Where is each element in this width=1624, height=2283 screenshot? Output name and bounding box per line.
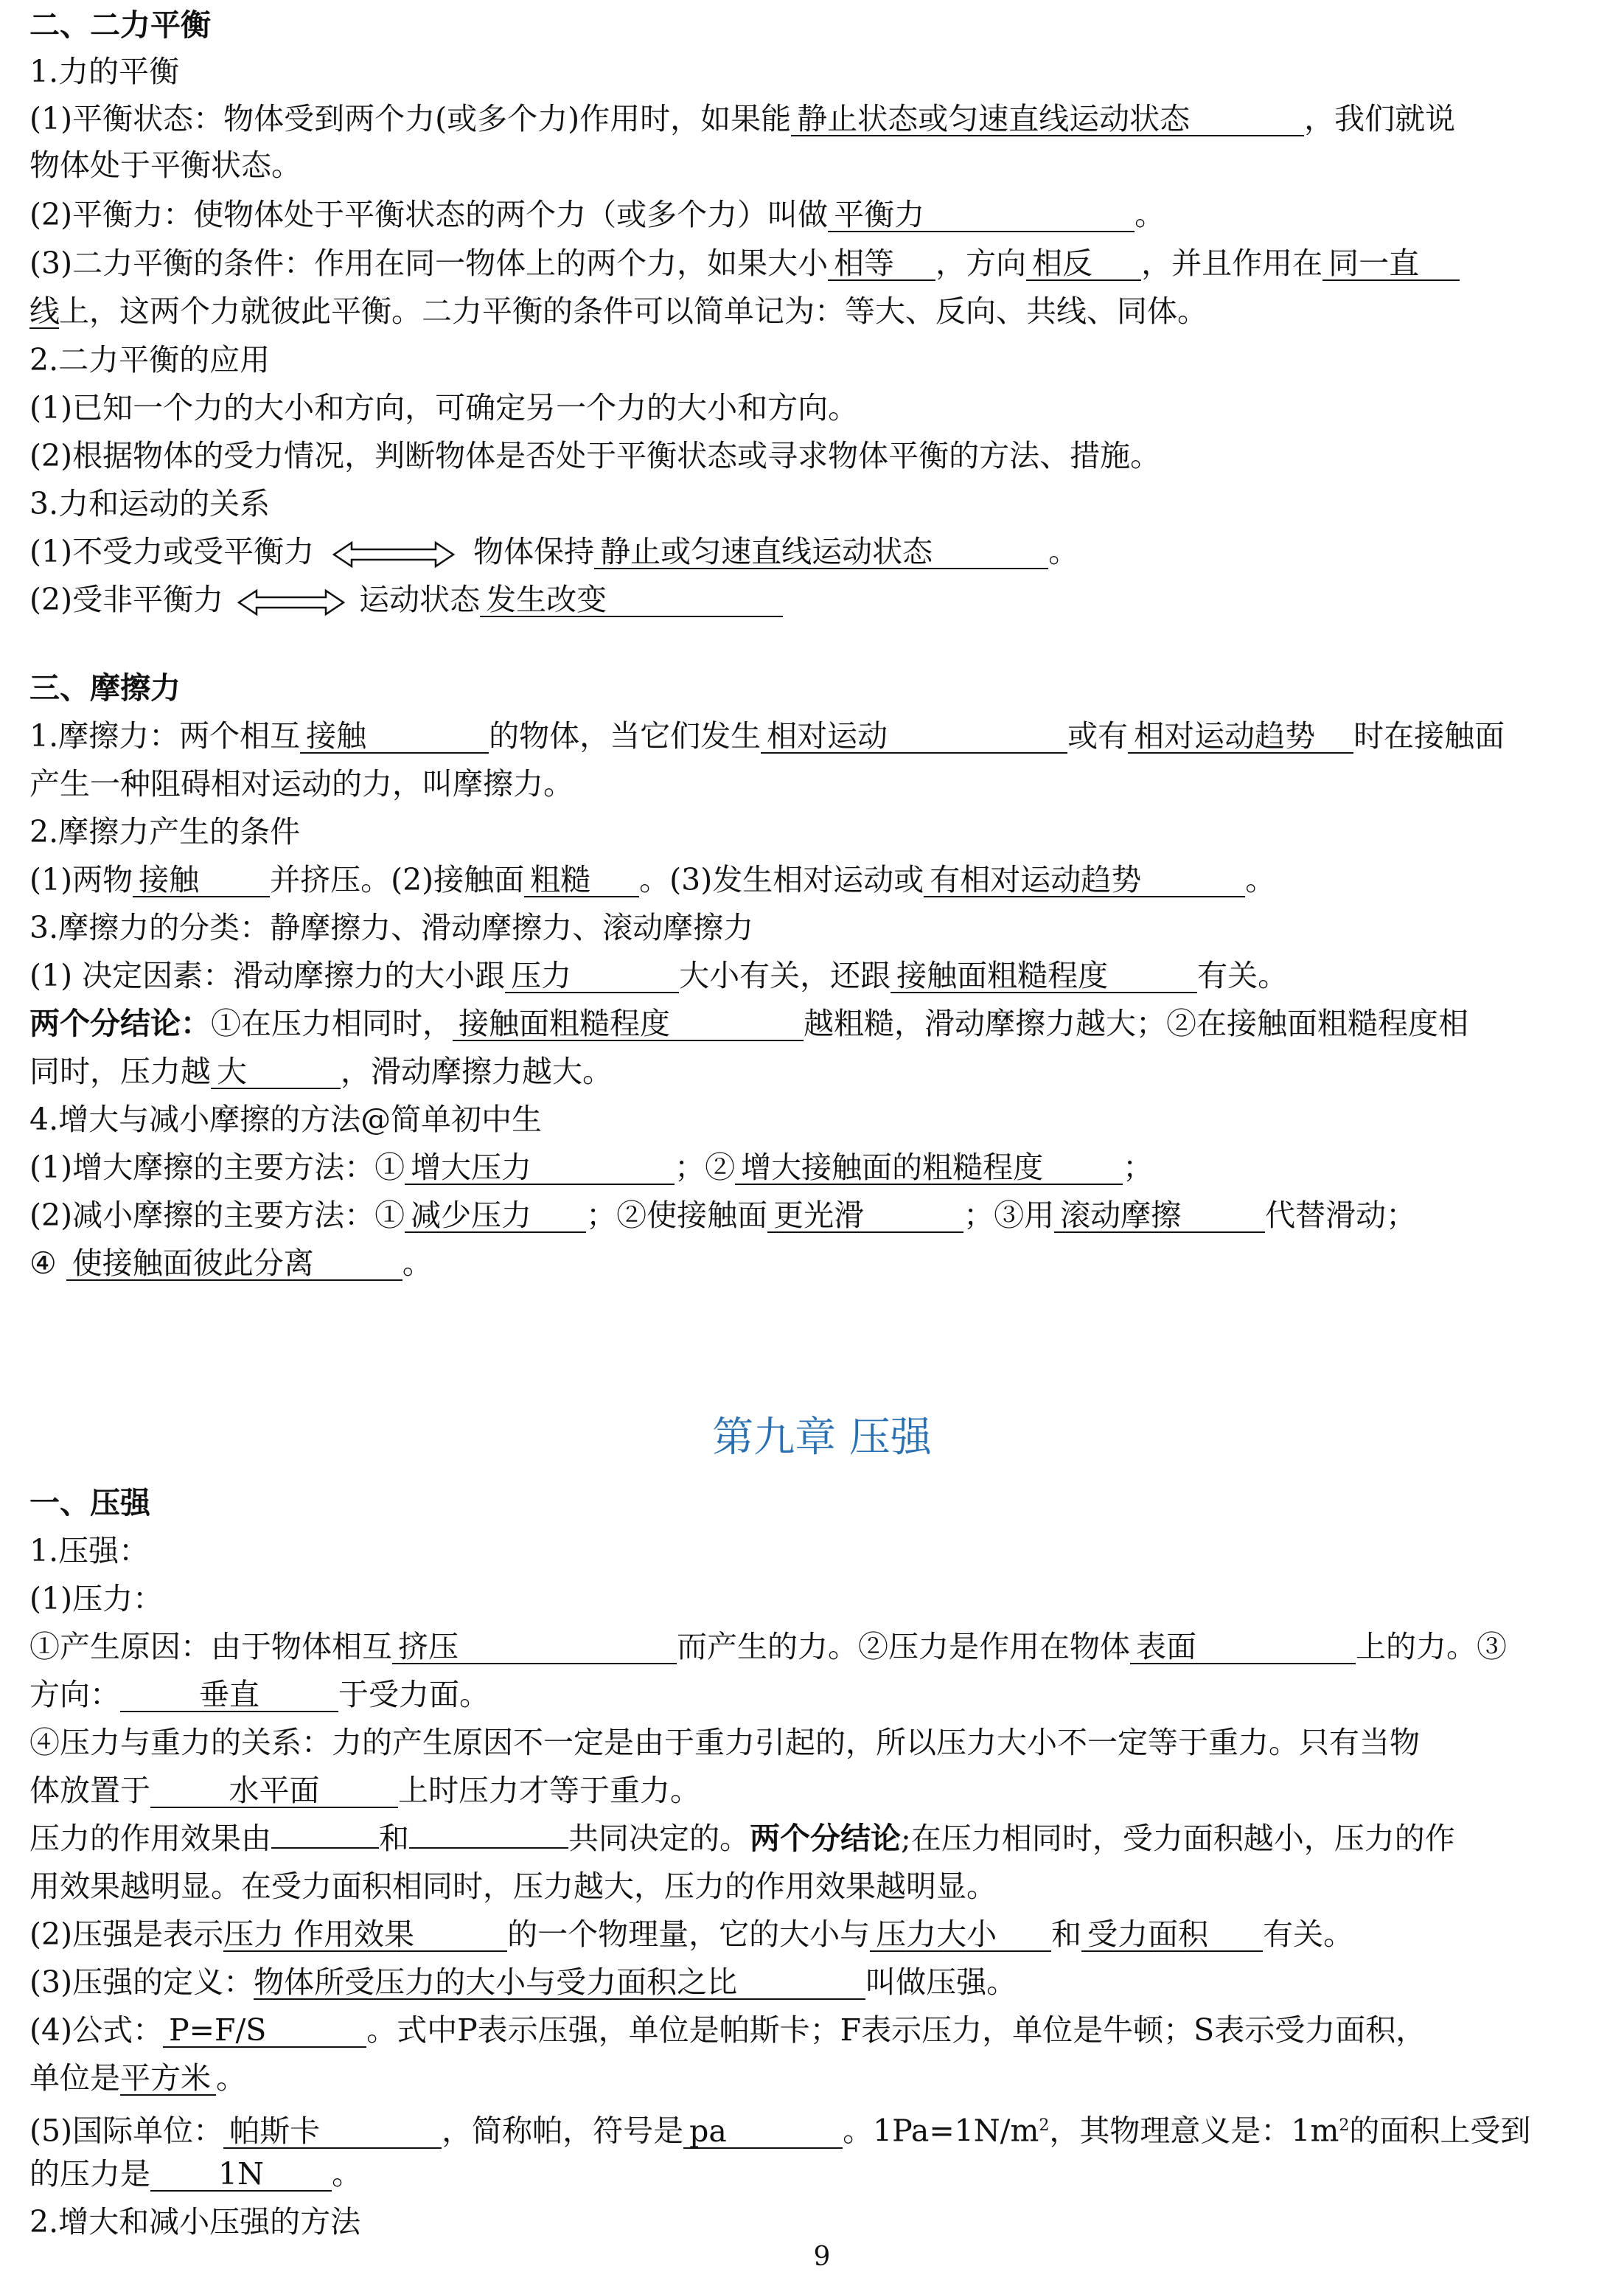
- text-line: [29, 1915, 1353, 1953]
- fill-blank: 挤压: [392, 1630, 677, 1664]
- text: 大小有关，还跟: [679, 958, 891, 993]
- text: 。1Pa=1N/m: [843, 2113, 1039, 2149]
- text: ；②使接触面: [586, 1198, 768, 1233]
- text: (1) 决定因素：滑动摩擦力的大小跟: [29, 958, 506, 993]
- text: ，我们就说: [1304, 101, 1456, 136]
- text-line: [29, 1963, 1017, 2001]
- fill-blank: 平方米: [120, 2062, 216, 2096]
- text: 单位是: [29, 2060, 120, 2096]
- text-line: [29, 2107, 1530, 2150]
- text-line: [29, 2059, 246, 2097]
- text: 。: [332, 2156, 362, 2192]
- text: 。: [402, 1245, 433, 1281]
- double-arrow-icon: [331, 540, 456, 569]
- fill-blank: 接触面粗糙程度: [453, 1007, 804, 1041]
- text-line: (1)已知一个力的大小和方向，可确定另一个力的大小和方向。: [29, 390, 859, 425]
- text: (1)增大摩擦的主要方法：①: [29, 1150, 405, 1185]
- section-heading-balance: 二、二力平衡: [29, 7, 211, 43]
- text: 同时，压力越: [29, 1054, 211, 1089]
- text: (2)平衡力：使物体处于平衡状态的两个力（或多个力）叫做: [29, 197, 829, 232]
- text: (2)减小摩擦的主要方法：①: [29, 1198, 405, 1233]
- text: (3)压强的定义：: [29, 1964, 254, 2000]
- fill-blank: 增大接触面的粗糙程度: [735, 1151, 1123, 1185]
- text-line: 产生一种阻碍相对运动的力，叫摩擦力。: [29, 766, 574, 802]
- text: 的压力是: [29, 2156, 150, 2192]
- text: 而产生的力。②压力是作用在物体: [677, 1629, 1130, 1664]
- fill-blank: 相反: [1026, 247, 1141, 281]
- text: 。: [1135, 197, 1165, 232]
- text-line: [29, 532, 1078, 571]
- fill-blank: 大: [211, 1055, 341, 1089]
- fill-blank: 平衡力: [828, 198, 1135, 232]
- text: (2)压强是表示: [29, 1917, 224, 1952]
- text: 上，这两个力就彼此平衡。二力平衡的条件可以简单记为：等大、反向、共线、同体。: [59, 293, 1207, 329]
- fill-blank: 粗糙: [524, 863, 639, 897]
- subheading: 3.力和运动的关系: [29, 486, 271, 521]
- section-heading-pressure: 一、压强: [29, 1485, 150, 1521]
- fill-blank: 相对运动趋势: [1128, 720, 1353, 754]
- fill-blank: 静止或匀速直线运动状态: [594, 535, 1048, 569]
- text: 运动状态: [359, 582, 481, 617]
- fill-blank: 物体所受压力的大小与受力面积之比: [254, 1966, 865, 2000]
- text: 1.摩擦力：两个相互: [29, 718, 301, 754]
- section-heading-friction: 三、摩擦力: [29, 670, 181, 706]
- text: ，方向: [935, 246, 1027, 281]
- text: 。: [216, 2060, 246, 2096]
- text: ；②: [675, 1150, 736, 1185]
- fill-blank: 相等: [828, 247, 935, 281]
- subheading: 3.摩擦力的分类：静摩擦力、滑动摩擦力、滚动摩擦力: [29, 910, 754, 945]
- text: ，滑动摩擦力越大。: [341, 1054, 613, 1089]
- text: 。式中P表示压强，单位是帕斯卡；F表示压力，单位是牛顿；S表示受力面积，: [366, 2012, 1426, 2048]
- text-line: [29, 2155, 362, 2193]
- fill-blank: 线: [29, 293, 60, 329]
- text-line: 物体处于平衡状态。: [29, 147, 302, 183]
- text-line: [29, 2011, 1426, 2049]
- text-line: [29, 1052, 613, 1091]
- text-line: (2)根据物体的受力情况，判断物体是否处于平衡状态或寻求物体平衡的方法、措施。: [29, 438, 1161, 473]
- fill-blank: 发生改变: [480, 583, 783, 617]
- fill-blank: 垂直: [120, 1678, 338, 1712]
- fill-blank: 压力大小: [870, 1918, 1051, 1952]
- text-line: [29, 1244, 433, 1282]
- text: 时在接触面: [1353, 718, 1505, 754]
- subheading: 4.增大与减小摩擦的方法@简单初中生: [29, 1102, 543, 1137]
- bold-label: 两个分结论: [750, 1821, 901, 1856]
- fill-blank: 压力: [505, 959, 679, 993]
- text-line: [29, 1771, 700, 1810]
- fill-blank: 减少压力: [405, 1199, 586, 1233]
- chapter-title: 第九章 压强: [712, 1414, 932, 1462]
- text-line: [29, 244, 1460, 282]
- fill-blank: 接触面粗糙程度: [891, 959, 1197, 993]
- fill-blank: [271, 1847, 379, 1849]
- text: 的物体，当它们发生: [489, 718, 762, 754]
- text: 共同决定的。: [568, 1821, 750, 1856]
- fill-blank: 受力面积: [1081, 1918, 1263, 1952]
- text: ④: [29, 1245, 66, 1281]
- fill-blank: 更光滑: [767, 1199, 963, 1233]
- text-line: [29, 717, 1505, 755]
- page-number: 9: [813, 2242, 831, 2272]
- text: (4)公式：: [29, 2012, 164, 2048]
- text: ，简称帕，符号是: [442, 2113, 684, 2149]
- text: ;在压力相同时，受力面积越小，压力的作: [901, 1821, 1455, 1856]
- text: 越粗糙，滑动摩擦力越大；②在接触面粗糙程度相: [804, 1006, 1468, 1041]
- text-line: [29, 195, 1165, 234]
- fill-blank: pa: [683, 2115, 843, 2149]
- text: 并挤压。(2)接触面: [270, 862, 525, 897]
- text: 和: [379, 1821, 409, 1856]
- fill-blank: 使接触面彼此分离: [66, 1247, 402, 1281]
- text: ，并且作用在: [1141, 246, 1323, 281]
- text: 压力的作用效果由: [29, 1821, 271, 1856]
- text: 有关。: [1197, 958, 1289, 993]
- fill-blank: 有相对运动趋势: [924, 863, 1245, 897]
- superscript: 2: [1339, 2116, 1350, 2135]
- text: 。: [1245, 862, 1276, 897]
- text: ①产生原因：由于物体相互: [29, 1629, 392, 1664]
- text-line: [29, 861, 1275, 899]
- subheading: 1.压强：: [29, 1533, 150, 1568]
- text: 代替滑动；: [1265, 1198, 1417, 1233]
- text: ；③用: [963, 1198, 1055, 1233]
- text: (1)不受力或受平衡力: [29, 534, 315, 569]
- text-line: [29, 1819, 1455, 1858]
- text: 叫做压强。: [865, 1964, 1017, 2000]
- text: ①在压力相同时，: [211, 1006, 453, 1041]
- text: 方向：: [29, 1677, 120, 1712]
- text-line: [29, 292, 1207, 330]
- fill-blank: 1N: [150, 2158, 332, 2192]
- fill-blank: [409, 1847, 568, 1849]
- text: 有关。: [1263, 1917, 1354, 1952]
- text: 上的力。③: [1356, 1629, 1507, 1664]
- text-line: [29, 1148, 1153, 1186]
- text-line: [29, 100, 1455, 138]
- text-line: ④压力与重力的关系：力的产生原因不一定是由于重力引起的，所以压力大小不一定等于重力。只有当物: [29, 1725, 1420, 1760]
- fill-blank: 水平面: [150, 1774, 398, 1808]
- text: 的面积上受到: [1349, 2113, 1531, 2149]
- text: (1)平衡状态：物体受到两个力(或多个力)作用时，如果能: [29, 101, 792, 136]
- text-line: [29, 1627, 1507, 1666]
- bold-label: 两个分结论：: [29, 1006, 211, 1041]
- fill-blank: 帕斯卡: [223, 2115, 442, 2149]
- text: (1)两物: [29, 862, 133, 897]
- fill-blank: 接触: [300, 720, 489, 754]
- fill-blank: 表面: [1130, 1630, 1356, 1664]
- text: 和: [1051, 1917, 1082, 1952]
- fill-blank: 压力 作用效果: [223, 1918, 507, 1952]
- text: (2)受非平衡力: [29, 582, 224, 617]
- subheading: (1)压力：: [29, 1581, 164, 1616]
- text: ，其物理意义是：1m: [1049, 2113, 1339, 2149]
- text: (5)国际单位：: [29, 2113, 224, 2149]
- fill-blank: 静止状态或匀速直线运动状态: [791, 102, 1304, 136]
- subheading: 2.二力平衡的应用: [29, 342, 271, 378]
- text: (3)二力平衡的条件：作用在同一物体上的两个力，如果大小: [29, 246, 829, 281]
- fill-blank: 滚动摩擦: [1054, 1199, 1265, 1233]
- text-line: [29, 580, 783, 619]
- text: 的一个物理量，它的大小与: [507, 1917, 871, 1952]
- fill-blank: 接触: [133, 863, 270, 897]
- subheading: 2.摩擦力产生的条件: [29, 814, 301, 849]
- text: 。: [1048, 534, 1079, 569]
- text: 物体保持: [473, 534, 595, 569]
- text-line: [29, 1196, 1416, 1234]
- subheading: 1.力的平衡: [29, 54, 180, 89]
- fill-blank: P=F/S: [163, 2014, 366, 2048]
- text: 体放置于: [29, 1773, 150, 1808]
- text: 上时压力才等于重力。: [398, 1773, 700, 1808]
- superscript: 2: [1039, 2116, 1050, 2135]
- text: ；: [1123, 1150, 1154, 1185]
- fill-blank: 相对运动: [761, 720, 1067, 754]
- text: 或有: [1067, 718, 1129, 754]
- text: 于受力面。: [338, 1677, 489, 1712]
- text-line: [29, 1004, 1468, 1043]
- double-arrow-icon: [236, 588, 346, 617]
- fill-blank: 增大压力: [405, 1151, 675, 1185]
- text: 。(3)发生相对运动或: [639, 862, 924, 897]
- text-line: 用效果越明显。在受力面积相同时，压力越大，压力的作用效果越明显。: [29, 1869, 997, 1904]
- text-line: [29, 1675, 489, 1714]
- fill-blank: 同一直: [1322, 247, 1460, 281]
- subheading: 2.增大和减小压强的方法: [29, 2204, 361, 2239]
- text-line: [29, 956, 1288, 995]
